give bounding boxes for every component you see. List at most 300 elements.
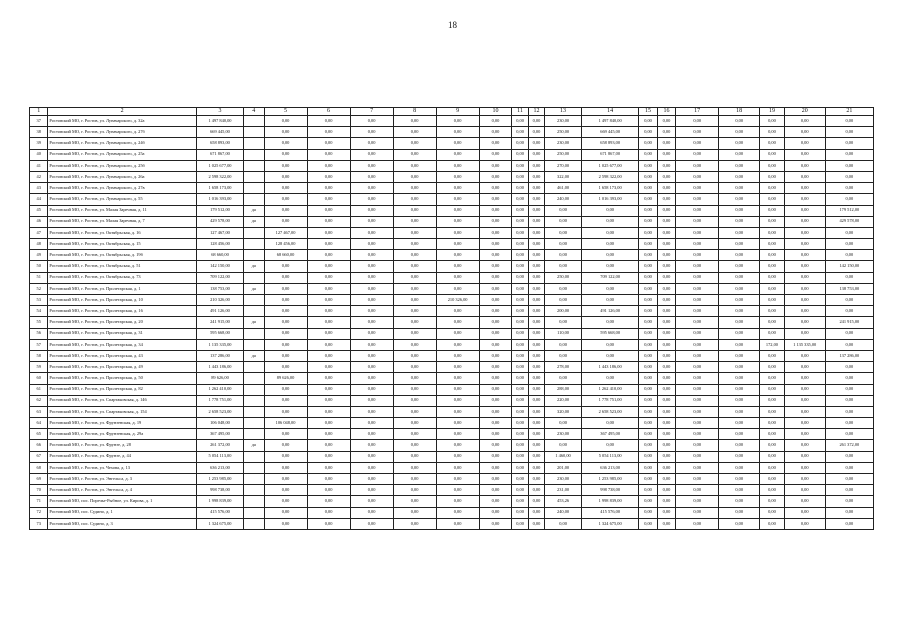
value-cell: 0,00 <box>657 239 675 250</box>
value-cell: 0,00 <box>825 194 873 205</box>
value-cell: 0,00 <box>393 395 436 406</box>
value-cell: 210 326,00 <box>436 295 479 306</box>
value-cell: 0,00 <box>581 283 638 294</box>
value-cell: 0,00 <box>264 116 307 127</box>
value-cell: 230,00 <box>545 138 582 149</box>
value-cell: 0,00 <box>639 306 657 317</box>
value-cell: 0,00 <box>545 216 582 227</box>
value-cell: 0,00 <box>676 138 719 149</box>
value-cell: 127 467,00 <box>264 227 307 238</box>
value-cell: 0,00 <box>436 474 479 485</box>
value-cell: 998 738,00 <box>581 485 638 496</box>
row-number-cell: 51 <box>30 272 48 283</box>
value-cell: 0,00 <box>350 261 393 272</box>
value-cell: 0,00 <box>825 227 873 238</box>
value-cell: 0,00 <box>784 474 825 485</box>
value-cell: 0,00 <box>639 485 657 496</box>
value-cell: 0,00 <box>657 384 675 395</box>
value-cell: 0,00 <box>479 373 512 384</box>
value-cell: 0,00 <box>479 116 512 127</box>
column-header: 14 <box>581 108 638 116</box>
row-number-cell: 72 <box>30 507 48 518</box>
value-cell: 138 753,00 <box>196 283 243 294</box>
value-cell: 0,00 <box>825 339 873 350</box>
value-cell: 0,00 <box>719 295 760 306</box>
value-cell: 0,00 <box>657 474 675 485</box>
address-cell: Ростовский МО, г. Ростов, ул. Малая Заречная, д. 11 <box>48 205 197 216</box>
value-cell: 1 135 335,00 <box>784 339 825 350</box>
address-cell: Ростовский МО, г. Ростов, ул. Энгельса, д. 3 <box>48 474 197 485</box>
value-cell: 0,00 <box>719 496 760 507</box>
value-cell: 0,00 <box>393 429 436 440</box>
value-cell: 0,00 <box>436 339 479 350</box>
table-row <box>30 362 874 373</box>
value-cell: 0,00 <box>657 171 675 182</box>
table-row <box>30 205 874 216</box>
value-cell: 0,00 <box>760 295 785 306</box>
value-cell: 0,00 <box>350 194 393 205</box>
address-cell: Ростовский МО, г. Ростов, ул. Энгельса, д. 4 <box>48 485 197 496</box>
value-cell: 0,00 <box>639 406 657 417</box>
table-row <box>30 496 874 507</box>
value-cell: 0,00 <box>639 250 657 261</box>
value-cell: 0,00 <box>393 474 436 485</box>
value-cell: 0,00 <box>676 239 719 250</box>
value-cell: 0,00 <box>719 149 760 160</box>
value-cell: 0,00 <box>528 306 544 317</box>
row-number-cell: 41 <box>30 160 48 171</box>
value-cell: 1 253 985,00 <box>196 474 243 485</box>
value-cell: 0,00 <box>784 216 825 227</box>
value-cell: 0,00 <box>307 507 350 518</box>
value-cell: 0,00 <box>307 518 350 529</box>
value-cell: 288,00 <box>545 384 582 395</box>
value-cell: 0,00 <box>393 127 436 138</box>
value-cell: 5 054 113,00 <box>196 451 243 462</box>
value-cell: 0,00 <box>350 317 393 328</box>
row-number-cell: 52 <box>30 283 48 294</box>
value-cell: 0,00 <box>528 418 544 429</box>
value-cell: 0,00 <box>784 127 825 138</box>
value-cell: 1 497 840,00 <box>581 116 638 127</box>
table-row <box>30 462 874 473</box>
table-row <box>30 384 874 395</box>
value-cell: 0,00 <box>512 496 528 507</box>
value-cell: 0,00 <box>719 406 760 417</box>
value-cell: 0,00 <box>350 183 393 194</box>
value-cell: 0,00 <box>264 272 307 283</box>
value-cell: 241 915,00 <box>825 317 873 328</box>
value-cell: 0,00 <box>512 306 528 317</box>
value-cell: 0,00 <box>825 239 873 250</box>
table-row <box>30 350 874 361</box>
column-header: 6 <box>307 108 350 116</box>
value-cell: 0,00 <box>350 395 393 406</box>
value-cell: 0,00 <box>512 272 528 283</box>
value-cell: 0,00 <box>784 429 825 440</box>
value-cell: 137 286,00 <box>196 350 243 361</box>
table-row <box>30 507 874 518</box>
value-cell: 0,00 <box>784 283 825 294</box>
value-cell: 0,00 <box>784 160 825 171</box>
value-cell: 0,00 <box>760 183 785 194</box>
value-cell: 230,00 <box>545 474 582 485</box>
value-cell: 0,00 <box>528 183 544 194</box>
value-cell: 89 626,00 <box>264 373 307 384</box>
value-cell <box>244 429 264 440</box>
value-cell: 0,00 <box>639 440 657 451</box>
value-cell: 0,00 <box>393 406 436 417</box>
value-cell: 278,00 <box>545 362 582 373</box>
value-cell: 0,00 <box>719 418 760 429</box>
value-cell: 0,00 <box>760 395 785 406</box>
value-cell: 0,00 <box>545 440 582 451</box>
value-cell: 0,00 <box>545 339 582 350</box>
value-cell: 0,00 <box>512 339 528 350</box>
value-cell: 0,00 <box>784 395 825 406</box>
value-cell: 0,00 <box>436 328 479 339</box>
value-cell: 415 576,00 <box>581 507 638 518</box>
value-cell <box>244 485 264 496</box>
value-cell: 0,00 <box>825 373 873 384</box>
value-cell: 0,00 <box>825 395 873 406</box>
value-cell: 0,00 <box>350 496 393 507</box>
value-cell: 0,00 <box>393 485 436 496</box>
value-cell: 2 658 523,00 <box>196 406 243 417</box>
value-cell: 0,00 <box>479 496 512 507</box>
value-cell: 110,00 <box>545 328 582 339</box>
value-cell: 0,00 <box>528 261 544 272</box>
value-cell: 0,00 <box>528 485 544 496</box>
value-cell: 250,00 <box>545 149 582 160</box>
value-cell: 0,00 <box>719 239 760 250</box>
value-cell: 0,00 <box>639 183 657 194</box>
row-number-cell: 55 <box>30 317 48 328</box>
value-cell: 0,00 <box>512 138 528 149</box>
value-cell: 5 054 113,00 <box>581 451 638 462</box>
value-cell: 0,00 <box>528 250 544 261</box>
value-cell: 0,00 <box>719 183 760 194</box>
value-cell: 89 626,00 <box>196 373 243 384</box>
value-cell: 0,00 <box>479 406 512 417</box>
value-cell: 0,00 <box>479 227 512 238</box>
value-cell: 658 893,00 <box>196 138 243 149</box>
value-cell: 0,00 <box>512 328 528 339</box>
value-cell: 0,00 <box>784 507 825 518</box>
value-cell: 0,00 <box>512 295 528 306</box>
value-cell: 0,00 <box>825 462 873 473</box>
value-cell: 0,00 <box>760 362 785 373</box>
value-cell: 0,00 <box>350 138 393 149</box>
value-cell: 0,00 <box>639 295 657 306</box>
value-cell: 0,00 <box>784 350 825 361</box>
value-cell: 0,00 <box>436 518 479 529</box>
value-cell: 138 753,00 <box>825 283 873 294</box>
value-cell: 0,00 <box>350 295 393 306</box>
value-cell: 0,00 <box>307 462 350 473</box>
value-cell: 0,00 <box>479 239 512 250</box>
value-cell: 0,00 <box>676 116 719 127</box>
value-cell: 0,00 <box>512 485 528 496</box>
value-cell: 1 324 675,00 <box>581 518 638 529</box>
value-cell: 0,00 <box>719 395 760 406</box>
value-cell: 0,00 <box>528 160 544 171</box>
value-cell: 0,00 <box>512 116 528 127</box>
value-cell: 0,00 <box>639 395 657 406</box>
address-cell: Ростовский МО, г. Ростов, ул. Фрунзенская, д. 29а <box>48 429 197 440</box>
value-cell: 0,00 <box>719 339 760 350</box>
value-cell: 0,00 <box>719 362 760 373</box>
value-cell: 0,00 <box>512 362 528 373</box>
value-cell: 0,00 <box>719 250 760 261</box>
value-cell <box>244 295 264 306</box>
value-cell: 0,00 <box>676 440 719 451</box>
value-cell: 0,00 <box>264 306 307 317</box>
value-cell: 0,00 <box>436 250 479 261</box>
column-header: 20 <box>784 108 825 116</box>
value-cell: 0,00 <box>528 395 544 406</box>
value-cell: 0,00 <box>760 149 785 160</box>
value-cell: 0,00 <box>545 283 582 294</box>
table-row <box>30 138 874 149</box>
value-cell: 0,00 <box>393 295 436 306</box>
value-cell: 0,00 <box>657 518 675 529</box>
value-cell: 0,00 <box>657 205 675 216</box>
value-cell: 0,00 <box>528 518 544 529</box>
value-cell: 0,00 <box>264 429 307 440</box>
value-cell: 0,00 <box>350 362 393 373</box>
value-cell: 0,00 <box>350 239 393 250</box>
value-cell: 0,00 <box>512 250 528 261</box>
value-cell: 709 122,00 <box>196 272 243 283</box>
value-cell: 0,00 <box>760 451 785 462</box>
value-cell: 0,00 <box>639 328 657 339</box>
value-cell: 0,00 <box>719 138 760 149</box>
value-cell: 0,00 <box>639 362 657 373</box>
value-cell: 595 668,00 <box>581 328 638 339</box>
value-cell: 0,00 <box>307 205 350 216</box>
value-cell: 0,00 <box>393 160 436 171</box>
address-cell: Ростовский МО, г. Ростов, ул. Луначарского, д. 32а <box>48 116 197 127</box>
value-cell <box>244 328 264 339</box>
address-cell: Ростовский МО, г. Ростов, ул. Пролетарская, д. 16 <box>48 306 197 317</box>
value-cell: 0,00 <box>719 306 760 317</box>
value-cell: да <box>244 283 264 294</box>
value-cell: 0,00 <box>657 295 675 306</box>
value-cell: 0,00 <box>784 317 825 328</box>
value-cell: 0,00 <box>657 250 675 261</box>
value-cell: 0,00 <box>350 350 393 361</box>
value-cell: 0,00 <box>760 474 785 485</box>
value-cell: 0,00 <box>719 462 760 473</box>
value-cell: 0,00 <box>350 485 393 496</box>
value-cell: 0,00 <box>479 451 512 462</box>
value-cell: 0,00 <box>639 171 657 182</box>
value-cell: 0,00 <box>264 451 307 462</box>
table-row <box>30 160 874 171</box>
value-cell: 0,00 <box>676 429 719 440</box>
value-cell: 0,00 <box>307 149 350 160</box>
value-cell: 1 460,00 <box>545 451 582 462</box>
column-header: 13 <box>545 108 582 116</box>
value-cell <box>244 418 264 429</box>
value-cell: 322,00 <box>545 171 582 182</box>
value-cell: 0,00 <box>528 283 544 294</box>
value-cell: 0,00 <box>393 239 436 250</box>
row-number-cell: 56 <box>30 328 48 339</box>
value-cell: 240,00 <box>545 194 582 205</box>
value-cell: 0,00 <box>784 384 825 395</box>
row-number-cell: 44 <box>30 194 48 205</box>
value-cell: 0,00 <box>393 317 436 328</box>
value-cell: 1 497 840,00 <box>196 116 243 127</box>
value-cell: 1 135 335,00 <box>196 339 243 350</box>
value-cell: 0,00 <box>760 507 785 518</box>
value-cell: 0,00 <box>784 239 825 250</box>
value-cell: 0,00 <box>436 406 479 417</box>
row-number-cell: 58 <box>30 350 48 361</box>
row-number-cell: 71 <box>30 496 48 507</box>
value-cell: 0,00 <box>307 227 350 238</box>
value-cell: 0,00 <box>350 429 393 440</box>
value-cell: 0,00 <box>528 171 544 182</box>
value-cell: 0,00 <box>393 216 436 227</box>
value-cell <box>244 362 264 373</box>
value-cell: 0,00 <box>479 295 512 306</box>
value-cell: 0,00 <box>436 350 479 361</box>
value-cell: 0,00 <box>676 373 719 384</box>
value-cell: 0,00 <box>545 261 582 272</box>
value-cell: 0,00 <box>581 250 638 261</box>
value-cell <box>244 116 264 127</box>
value-cell: 0,00 <box>479 160 512 171</box>
value-cell: 1 253 985,00 <box>581 474 638 485</box>
value-cell: 0,00 <box>784 171 825 182</box>
value-cell: 367 495,00 <box>581 429 638 440</box>
column-header: 8 <box>393 108 436 116</box>
value-cell: 0,00 <box>719 485 760 496</box>
value-cell: 0,00 <box>719 160 760 171</box>
value-cell: 2 598 322,00 <box>581 171 638 182</box>
value-cell: 261 372,00 <box>825 440 873 451</box>
table-row <box>30 171 874 182</box>
value-cell: 0,00 <box>436 216 479 227</box>
value-cell: 0,00 <box>676 261 719 272</box>
row-number-cell: 60 <box>30 373 48 384</box>
value-cell: 0,00 <box>264 395 307 406</box>
value-cell: 0,00 <box>760 328 785 339</box>
value-cell: 128 456,00 <box>264 239 307 250</box>
value-cell: 0,00 <box>436 227 479 238</box>
value-cell: 0,00 <box>512 239 528 250</box>
value-cell: 0,00 <box>719 194 760 205</box>
value-cell: 0,00 <box>676 183 719 194</box>
value-cell: 0,00 <box>479 194 512 205</box>
value-cell: 0,00 <box>719 328 760 339</box>
table-row <box>30 440 874 451</box>
value-cell: 0,00 <box>350 149 393 160</box>
address-cell: Ростовский МО, г. Ростов, ул. Пролетарская, д. 10 <box>48 295 197 306</box>
value-cell: 1 998 839,00 <box>581 496 638 507</box>
row-number-cell: 49 <box>30 250 48 261</box>
value-cell: 0,00 <box>676 227 719 238</box>
value-cell: 0,00 <box>479 328 512 339</box>
value-cell: 0,00 <box>264 205 307 216</box>
column-header: 9 <box>436 108 479 116</box>
address-cell: Ростовский МО, г. Ростов, ул. Октябрьская, д. 15 <box>48 239 197 250</box>
value-cell: 0,00 <box>393 116 436 127</box>
value-cell <box>244 306 264 317</box>
value-cell: 0,00 <box>528 507 544 518</box>
value-cell: 0,00 <box>719 373 760 384</box>
value-cell <box>244 149 264 160</box>
value-cell: 0,00 <box>825 429 873 440</box>
address-cell: Ростовский МО, г. Ростов, ул. Спартаковская, д. 154 <box>48 406 197 417</box>
value-cell: 0,00 <box>657 160 675 171</box>
row-number-cell: 42 <box>30 171 48 182</box>
value-cell: 0,00 <box>676 418 719 429</box>
table-row <box>30 283 874 294</box>
value-cell: 0,00 <box>393 205 436 216</box>
value-cell: 1 262 410,00 <box>581 384 638 395</box>
value-cell: 261 372,00 <box>196 440 243 451</box>
value-cell: 0,00 <box>719 507 760 518</box>
address-cell: Ростовский МО, г. Ростов, ул. Чехова, д. 13 <box>48 462 197 473</box>
column-header: 17 <box>676 108 719 116</box>
value-cell: 0,00 <box>639 507 657 518</box>
value-cell: 1 025 677,00 <box>581 160 638 171</box>
value-cell: 179 512,00 <box>196 205 243 216</box>
value-cell: 0,00 <box>264 261 307 272</box>
value-cell: 0,00 <box>528 339 544 350</box>
value-cell: 68 660,00 <box>264 250 307 261</box>
value-cell: 0,00 <box>760 239 785 250</box>
address-cell: Ростовский МО, г. Ростов, ул. Пролетарская, д. 31 <box>48 328 197 339</box>
address-cell: Ростовский МО, г. Ростов, ул. Пролетарская, д. 82 <box>48 384 197 395</box>
address-cell: Ростовский МО, г. Ростов, ул. Луначарского, д. 25а <box>48 149 197 160</box>
value-cell: 0,00 <box>307 440 350 451</box>
value-cell: 0,00 <box>825 384 873 395</box>
address-cell: Ростовский МО, пос. Судино, д. 3 <box>48 518 197 529</box>
value-cell: 0,00 <box>639 384 657 395</box>
value-cell: 0,00 <box>657 485 675 496</box>
value-cell: 0,00 <box>393 261 436 272</box>
value-cell: 0,00 <box>350 272 393 283</box>
table-row <box>30 418 874 429</box>
value-cell: 998 738,00 <box>196 485 243 496</box>
address-cell: Ростовский МО, г. Ростов, ул. Луначарского, д. 25б <box>48 160 197 171</box>
value-cell: 0,00 <box>760 205 785 216</box>
value-cell: 0,00 <box>528 373 544 384</box>
row-number-cell: 64 <box>30 418 48 429</box>
value-cell: 0,00 <box>436 362 479 373</box>
row-number-cell: 45 <box>30 205 48 216</box>
value-cell: 0,00 <box>760 440 785 451</box>
value-cell: 0,00 <box>307 160 350 171</box>
row-number-cell: 38 <box>30 127 48 138</box>
value-cell: 453,26 <box>545 496 582 507</box>
table-row <box>30 127 874 138</box>
value-cell: 0,00 <box>307 138 350 149</box>
value-cell: 0,00 <box>676 406 719 417</box>
value-cell: 0,00 <box>512 227 528 238</box>
value-cell: 0,00 <box>676 395 719 406</box>
table-row <box>30 261 874 272</box>
value-cell: 0,00 <box>719 350 760 361</box>
value-cell: 0,00 <box>657 138 675 149</box>
value-cell <box>244 474 264 485</box>
value-cell: 0,00 <box>784 306 825 317</box>
